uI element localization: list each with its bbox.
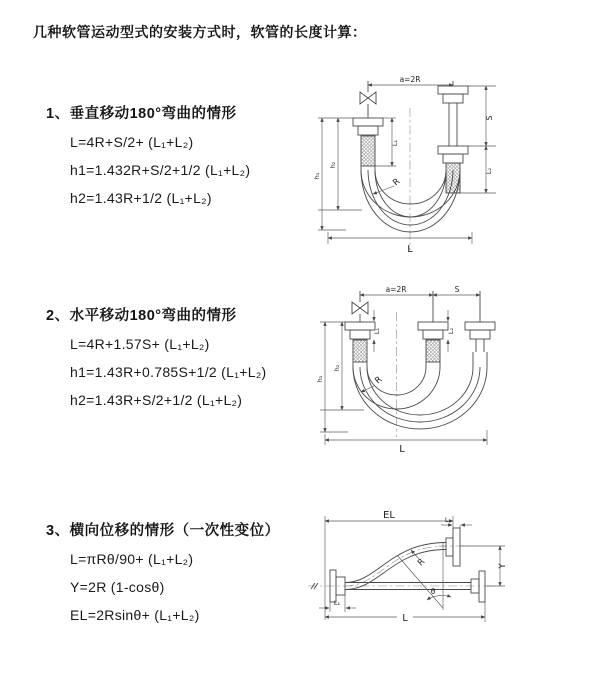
flange [418,322,448,330]
flange [438,146,468,154]
label-h2: h₂ [333,364,341,372]
dimension-lines [318,85,496,244]
hose-centerline [345,546,446,586]
label-length: L [407,244,413,254]
braided-hose-section [361,136,375,166]
label-l2: L₂ [447,327,455,335]
diagram-vertical-180-bend [310,72,600,254]
dimension-labels [334,510,508,624]
section-2-heading: 2、水平移动180°弯曲的情形 [46,308,237,324]
label-l1: L₁ [391,139,399,147]
label-l2: L₂ [444,516,452,524]
dimension-labels [316,285,460,454]
dimension-lines [319,516,505,622]
label-radius: R [391,176,403,189]
flange [479,571,485,602]
label-width-a2r: a=2R [399,75,421,84]
dimension-lines [320,295,487,445]
label-l2: L₂ [485,167,493,175]
diagram-lateral-displacement [300,498,600,660]
angle-arc [427,595,451,600]
radius-leader [361,386,374,392]
hose-u-bend [361,166,460,232]
page-title: 几种软管运动型式的安装方式时，软管的长度计算： [33,24,367,40]
section-2-formula-h2: h2=1.43R+S/2+1/2 (L₁+L₂) [70,392,243,408]
dimension-labels [313,75,494,254]
section-2-formula-h1: h1=1.43R+0.785S+1/2 (L₁+L₂) [70,364,267,380]
diagram-horizontal-180-bend [312,282,600,454]
flange [345,322,375,330]
label-length: L [402,613,408,624]
label-l1: L₁ [333,599,341,607]
right-pipe-assembly [465,291,495,352]
section-1-heading: 1、垂直移动180°弯曲的情形 [46,106,237,122]
left-pipe-assembly [345,291,375,362]
section-3-heading: 3、横向位移的情形（一次性变位） [46,523,280,539]
label-shift-s: S [454,285,460,294]
braided-hose-section [353,340,367,362]
radius-leader [411,550,419,559]
section-2 [46,306,267,410]
flange [453,528,460,566]
section-1-formula-L: L=4R+S/2+ (L₁+L₂) [70,134,194,150]
section-1-formula-h1: h1=1.432R+S/2+1/2 (L₁+L₂) [70,162,251,178]
section-3 [46,521,280,625]
label-l1: L₁ [373,327,381,335]
label-width-a2r: a=2R [385,285,407,294]
label-h1: h₁ [313,172,321,180]
label-radius: R [373,374,385,387]
hose-u-bends [353,352,487,429]
label-h2: h₂ [329,161,337,169]
section-3-formula-EL: EL=2Rsinθ+ (L₁+L₂) [70,607,200,623]
flange [438,86,468,94]
radius-leader [373,186,394,194]
section-3-formula-L: L=πRθ/90+ (L₁+L₂) [70,551,194,567]
section-1-formula-h2: h2=1.43R+1/2 (L₁+L₂) [70,190,212,206]
label-y: Y [498,563,508,569]
label-el: EL [383,510,395,521]
left-pipe-assembly [353,81,383,166]
radius-construction [397,543,451,610]
label-length: L [399,444,405,454]
label-theta: θ [430,587,436,596]
middle-pipe-assembly [418,291,448,362]
label-h1: h₁ [316,375,324,383]
flange [465,322,495,330]
valve-icon [352,302,368,314]
label-radius: R [415,556,428,569]
label-s: S [485,115,494,121]
section-1 [46,104,250,208]
section-2-formula-L: L=4R+1.57S+ (L₁+L₂) [70,336,210,352]
flange [353,118,383,126]
section-3-formula-Y: Y=2R (1-cosθ) [70,579,165,595]
braided-hose-section [426,340,440,362]
valve-icon [360,92,376,104]
